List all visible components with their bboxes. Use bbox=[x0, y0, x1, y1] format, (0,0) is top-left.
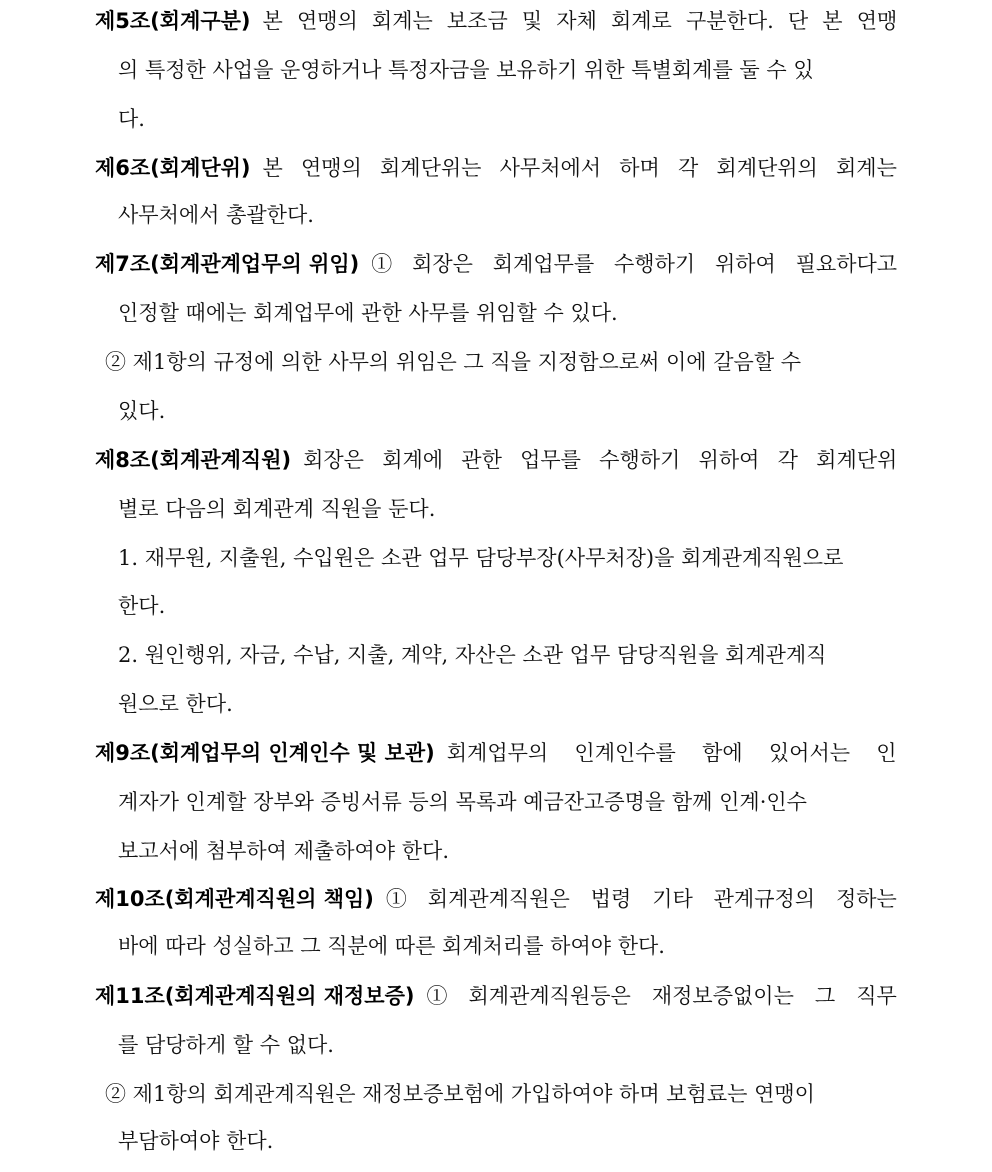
article-11-line-2: 를 담당하게 할 수 없다. bbox=[118, 1033, 334, 1057]
article-9-text: 회계업무의 인계인수를 함에 있어서는 인 bbox=[446, 741, 897, 765]
article-8-line-2: 별로 다음의 회계관계 직원을 둔다. bbox=[118, 497, 436, 521]
article-6-line-2: 사무처에서 총괄한다. bbox=[118, 203, 314, 227]
article-5-line-1 bbox=[95, 6, 897, 36]
article-5-text: 본 연맹의 회계는 보조금 및 자체 회계로 구분한다. 단 본 연맹 bbox=[262, 9, 898, 33]
article-9-line-1 bbox=[95, 738, 897, 768]
article-7-line-2: 인정할 때에는 회계업무에 관한 사무를 위임할 수 있다. bbox=[118, 301, 618, 325]
article-10-text: ① 회계관계직원은 법령 기타 관계규정의 정하는 bbox=[385, 887, 897, 911]
article-8-line-6: 원으로 한다. bbox=[118, 692, 233, 716]
article-6-text: 본 연맹의 회계단위는 사무처에서 하며 각 회계단위의 회계는 bbox=[262, 156, 897, 180]
article-10-line-2: 바에 따라 성실하고 그 직분에 따른 회계처리를 하여야 한다. bbox=[118, 934, 665, 958]
article-7-line-1 bbox=[95, 249, 897, 279]
article-6-heading: 제6조(회계단위) bbox=[95, 156, 251, 180]
article-5-line-3: 다. bbox=[118, 107, 145, 131]
article-7-text: ① 회장은 회계업무를 수행하기 위하여 필요하다고 bbox=[371, 252, 898, 276]
article-9-line-2: 계자가 인계할 장부와 증빙서류 등의 목록과 예금잔고증명을 함께 인계·인수 bbox=[118, 790, 807, 814]
article-11-line-3: ② 제1항의 회계관계직원은 재정보증보험에 가입하여야 하며 보험료는 연맹이 bbox=[105, 1082, 815, 1106]
article-7-line-3: ② 제1항의 규정에 의한 사무의 위임은 그 직을 지정함으로써 이에 갈음할 수 bbox=[105, 350, 802, 374]
article-5-line-2: 의 특정한 사업을 운영하거나 특정자금을 보유하기 위한 특별회계를 둘 수 있 bbox=[118, 58, 814, 82]
article-8-line-1 bbox=[95, 445, 897, 475]
article-5-heading: 제5조(회계구분) bbox=[95, 9, 251, 33]
article-10-line-1 bbox=[95, 884, 897, 914]
article-10-heading: 제10조(회계관계직원의 책임) bbox=[95, 887, 374, 911]
article-6-line-1 bbox=[95, 153, 897, 183]
article-7-heading: 제7조(회계관계업무의 위임) bbox=[95, 252, 360, 276]
article-8-text: 회장은 회계에 관한 업무를 수행하기 위하여 각 회계단위 bbox=[303, 448, 898, 472]
article-9-line-3: 보고서에 첨부하여 제출하여야 한다. bbox=[118, 839, 449, 863]
article-8-line-3: 1. 재무원, 지출원, 수입원은 소관 업무 담당부장(사무처장)을 회계관계직원으로 bbox=[118, 546, 844, 570]
article-8-heading: 제8조(회계관계직원) bbox=[95, 448, 292, 472]
article-11-line-1 bbox=[95, 981, 897, 1011]
article-11-text: ① 회계관계직원등은 재정보증없이는 그 직무 bbox=[426, 984, 897, 1008]
article-8-line-5: 2. 원인행위, 자금, 수납, 지출, 계약, 자산은 소관 업무 담당직원을 회계관계직 bbox=[118, 643, 827, 667]
article-9-heading: 제9조(회계업무의 인계인수 및 보관) bbox=[95, 741, 435, 765]
article-11-heading: 제11조(회계관계직원의 재정보증) bbox=[95, 984, 415, 1008]
article-11-line-4: 부담하여야 한다. bbox=[118, 1129, 274, 1153]
article-7-line-4: 있다. bbox=[118, 399, 166, 423]
article-8-line-4: 한다. bbox=[118, 594, 166, 618]
